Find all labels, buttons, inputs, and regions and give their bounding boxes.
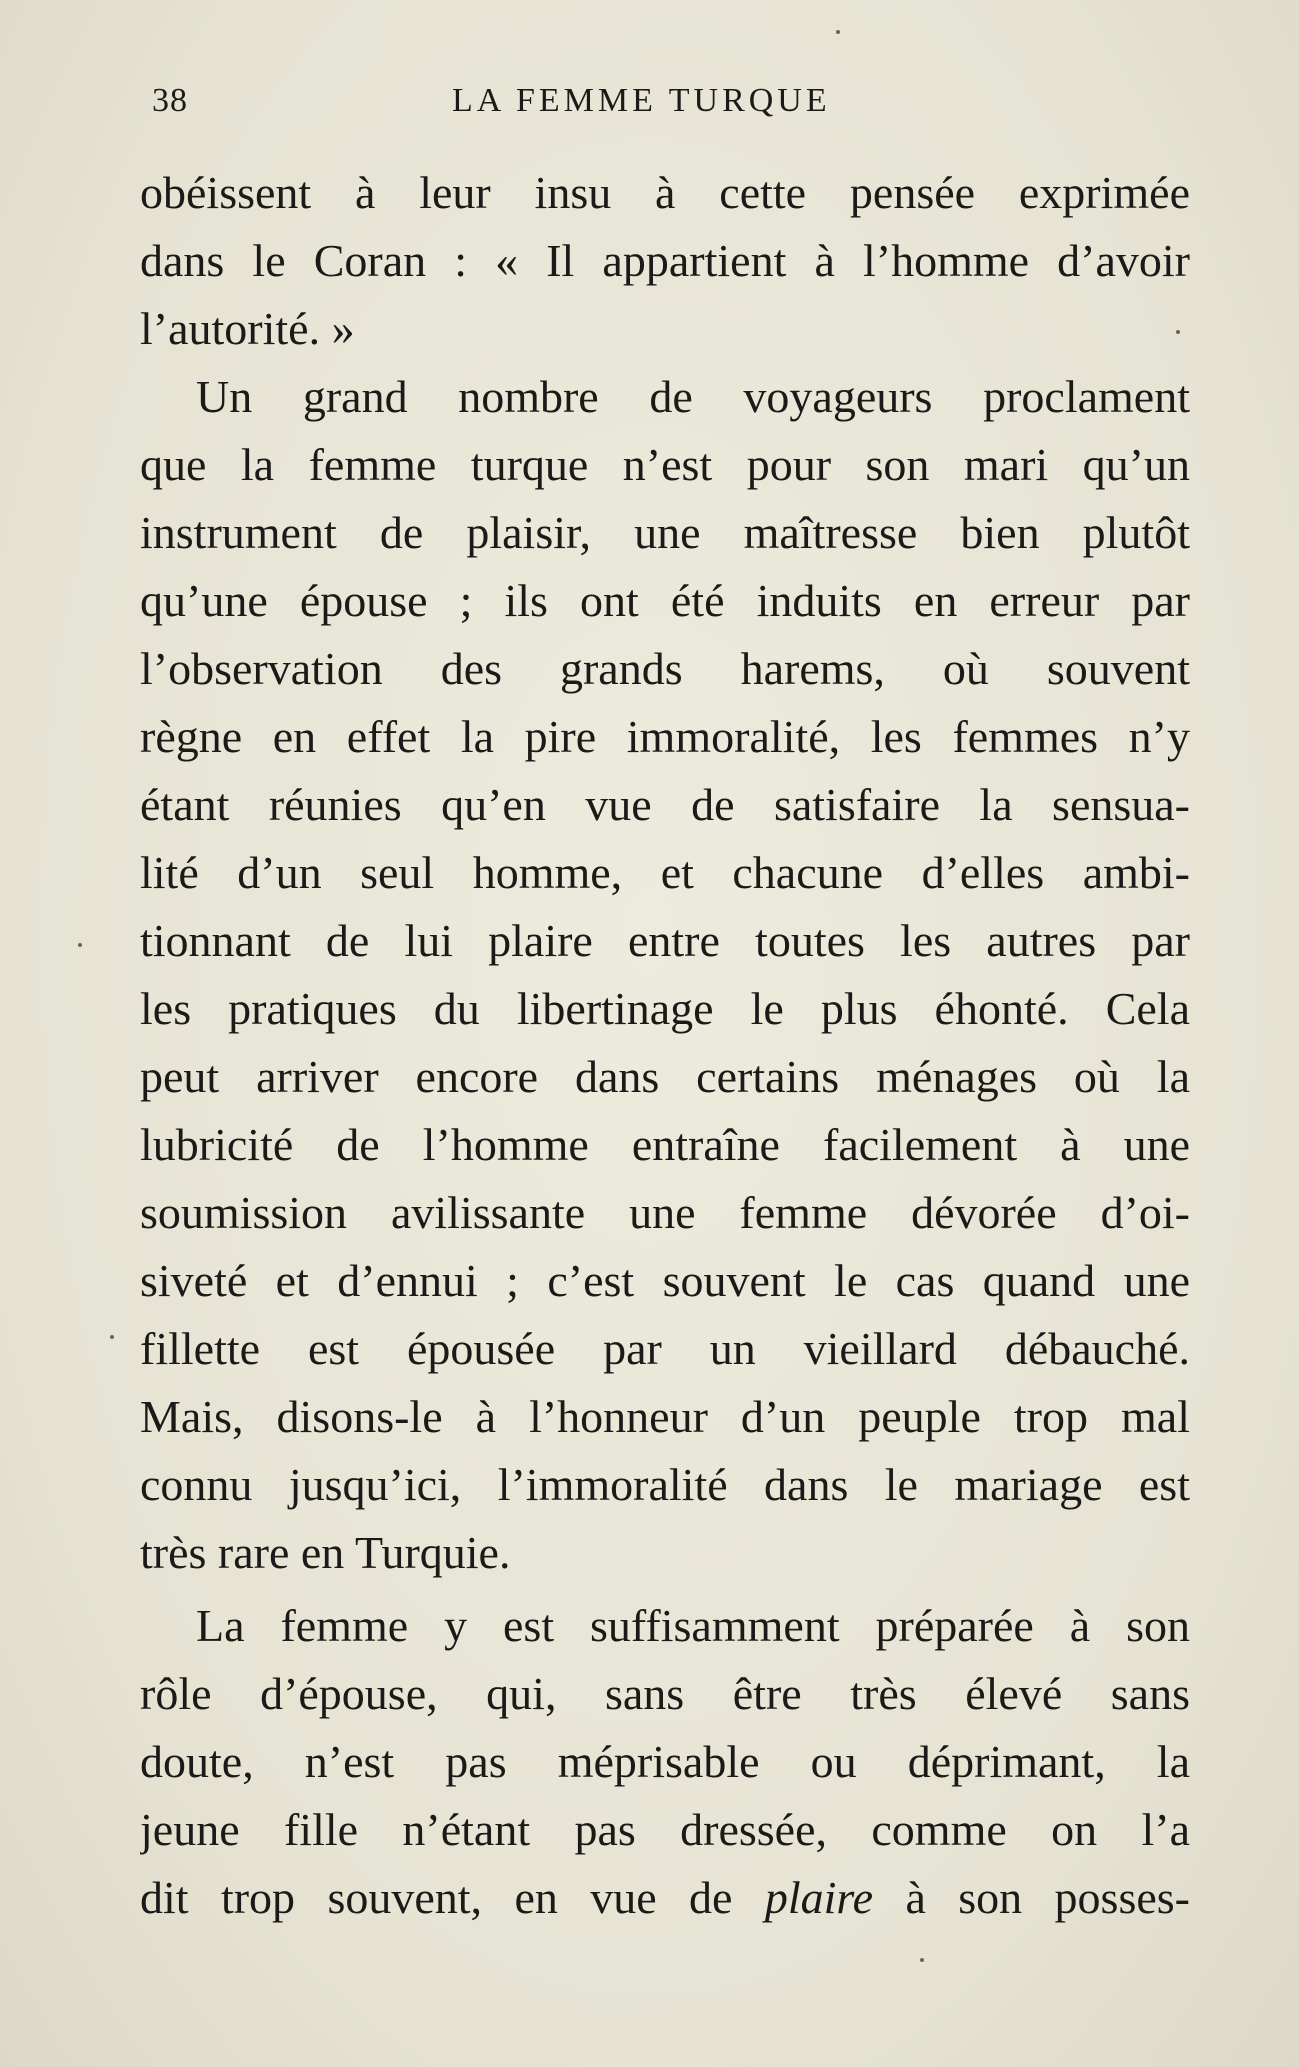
- paper-speck: [836, 30, 840, 34]
- paper-speck: [1176, 330, 1180, 334]
- text-segment: à son posses-: [873, 1872, 1190, 1923]
- text-line: étant réunies qu’en vue de satisfaire la sensua-: [140, 779, 1190, 830]
- text-line: Mais, disons-le à l’honneur d’un peuple trop mal: [140, 1391, 1190, 1442]
- paragraph-1: [140, 159, 1190, 363]
- text-line: rôle d’épouse, qui, sans être très élevé sans: [140, 1668, 1190, 1719]
- paper-speck: [920, 1958, 924, 1962]
- text-line: siveté et d’ennui ; c’est souvent le cas quand une: [140, 1255, 1190, 1306]
- text-segment: dit trop souvent, en vue de: [140, 1872, 765, 1923]
- paragraph-2: [140, 363, 1190, 1587]
- running-head: LA FEMME TURQUE: [452, 82, 831, 119]
- paper-speck: [110, 1335, 114, 1339]
- italic-word: plaire: [764, 1872, 874, 1923]
- text-line: fillette est épousée par un vieillard débauché.: [140, 1323, 1190, 1374]
- text-line: soumission avilissante une femme dévorée d’oi-: [140, 1187, 1190, 1238]
- text-line: lité d’un seul homme, et chacune d’elles ambi-: [140, 847, 1190, 898]
- text-line: qu’une épouse ; ils ont été induits en erreur par: [140, 575, 1190, 626]
- page-number: 38: [152, 82, 188, 119]
- text-line: l’observation des grands harems, où souvent: [140, 643, 1190, 694]
- text-line: lubricité de l’homme entraîne facilement à une: [140, 1119, 1190, 1170]
- text-line: les pratiques du libertinage le plus éhonté. Cela: [140, 983, 1190, 1034]
- text-line: connu jusqu’ici, l’immoralité dans le mariage est: [140, 1459, 1190, 1510]
- text-line-with-italic: [140, 1864, 1190, 1932]
- text-line: obéissent à leur insu à cette pensée exprimée: [140, 167, 1190, 218]
- text-line: règne en effet la pire immoralité, les femmes n’y: [140, 711, 1190, 762]
- text-line: jeune fille n’étant pas dressée, comme on l’a: [140, 1804, 1190, 1855]
- paragraph-3: [140, 1592, 1190, 1932]
- text-line: dans le Coran : « Il appartient à l’homme d’avoir: [140, 235, 1190, 286]
- paper-speck: [78, 943, 82, 947]
- text-line: tionnant de lui plaire entre toutes les autres par: [140, 915, 1190, 966]
- text-line: instrument de plaisir, une maîtresse bien plutôt: [140, 507, 1190, 558]
- page-header: [152, 82, 892, 132]
- text-line: que la femme turque n’est pour son mari qu’un: [140, 439, 1190, 490]
- text-line: doute, n’est pas méprisable ou déprimant, la: [140, 1736, 1190, 1787]
- text-line: très rare en Turquie.: [140, 1527, 511, 1578]
- body-text: [140, 159, 1190, 1932]
- text-line: La femme y est suffisamment préparée à son: [196, 1600, 1190, 1651]
- text-line: peut arriver encore dans certains ménages où la: [140, 1051, 1190, 1102]
- text-line: l’autorité. »: [140, 303, 355, 354]
- text-line: Un grand nombre de voyageurs proclament: [196, 371, 1190, 422]
